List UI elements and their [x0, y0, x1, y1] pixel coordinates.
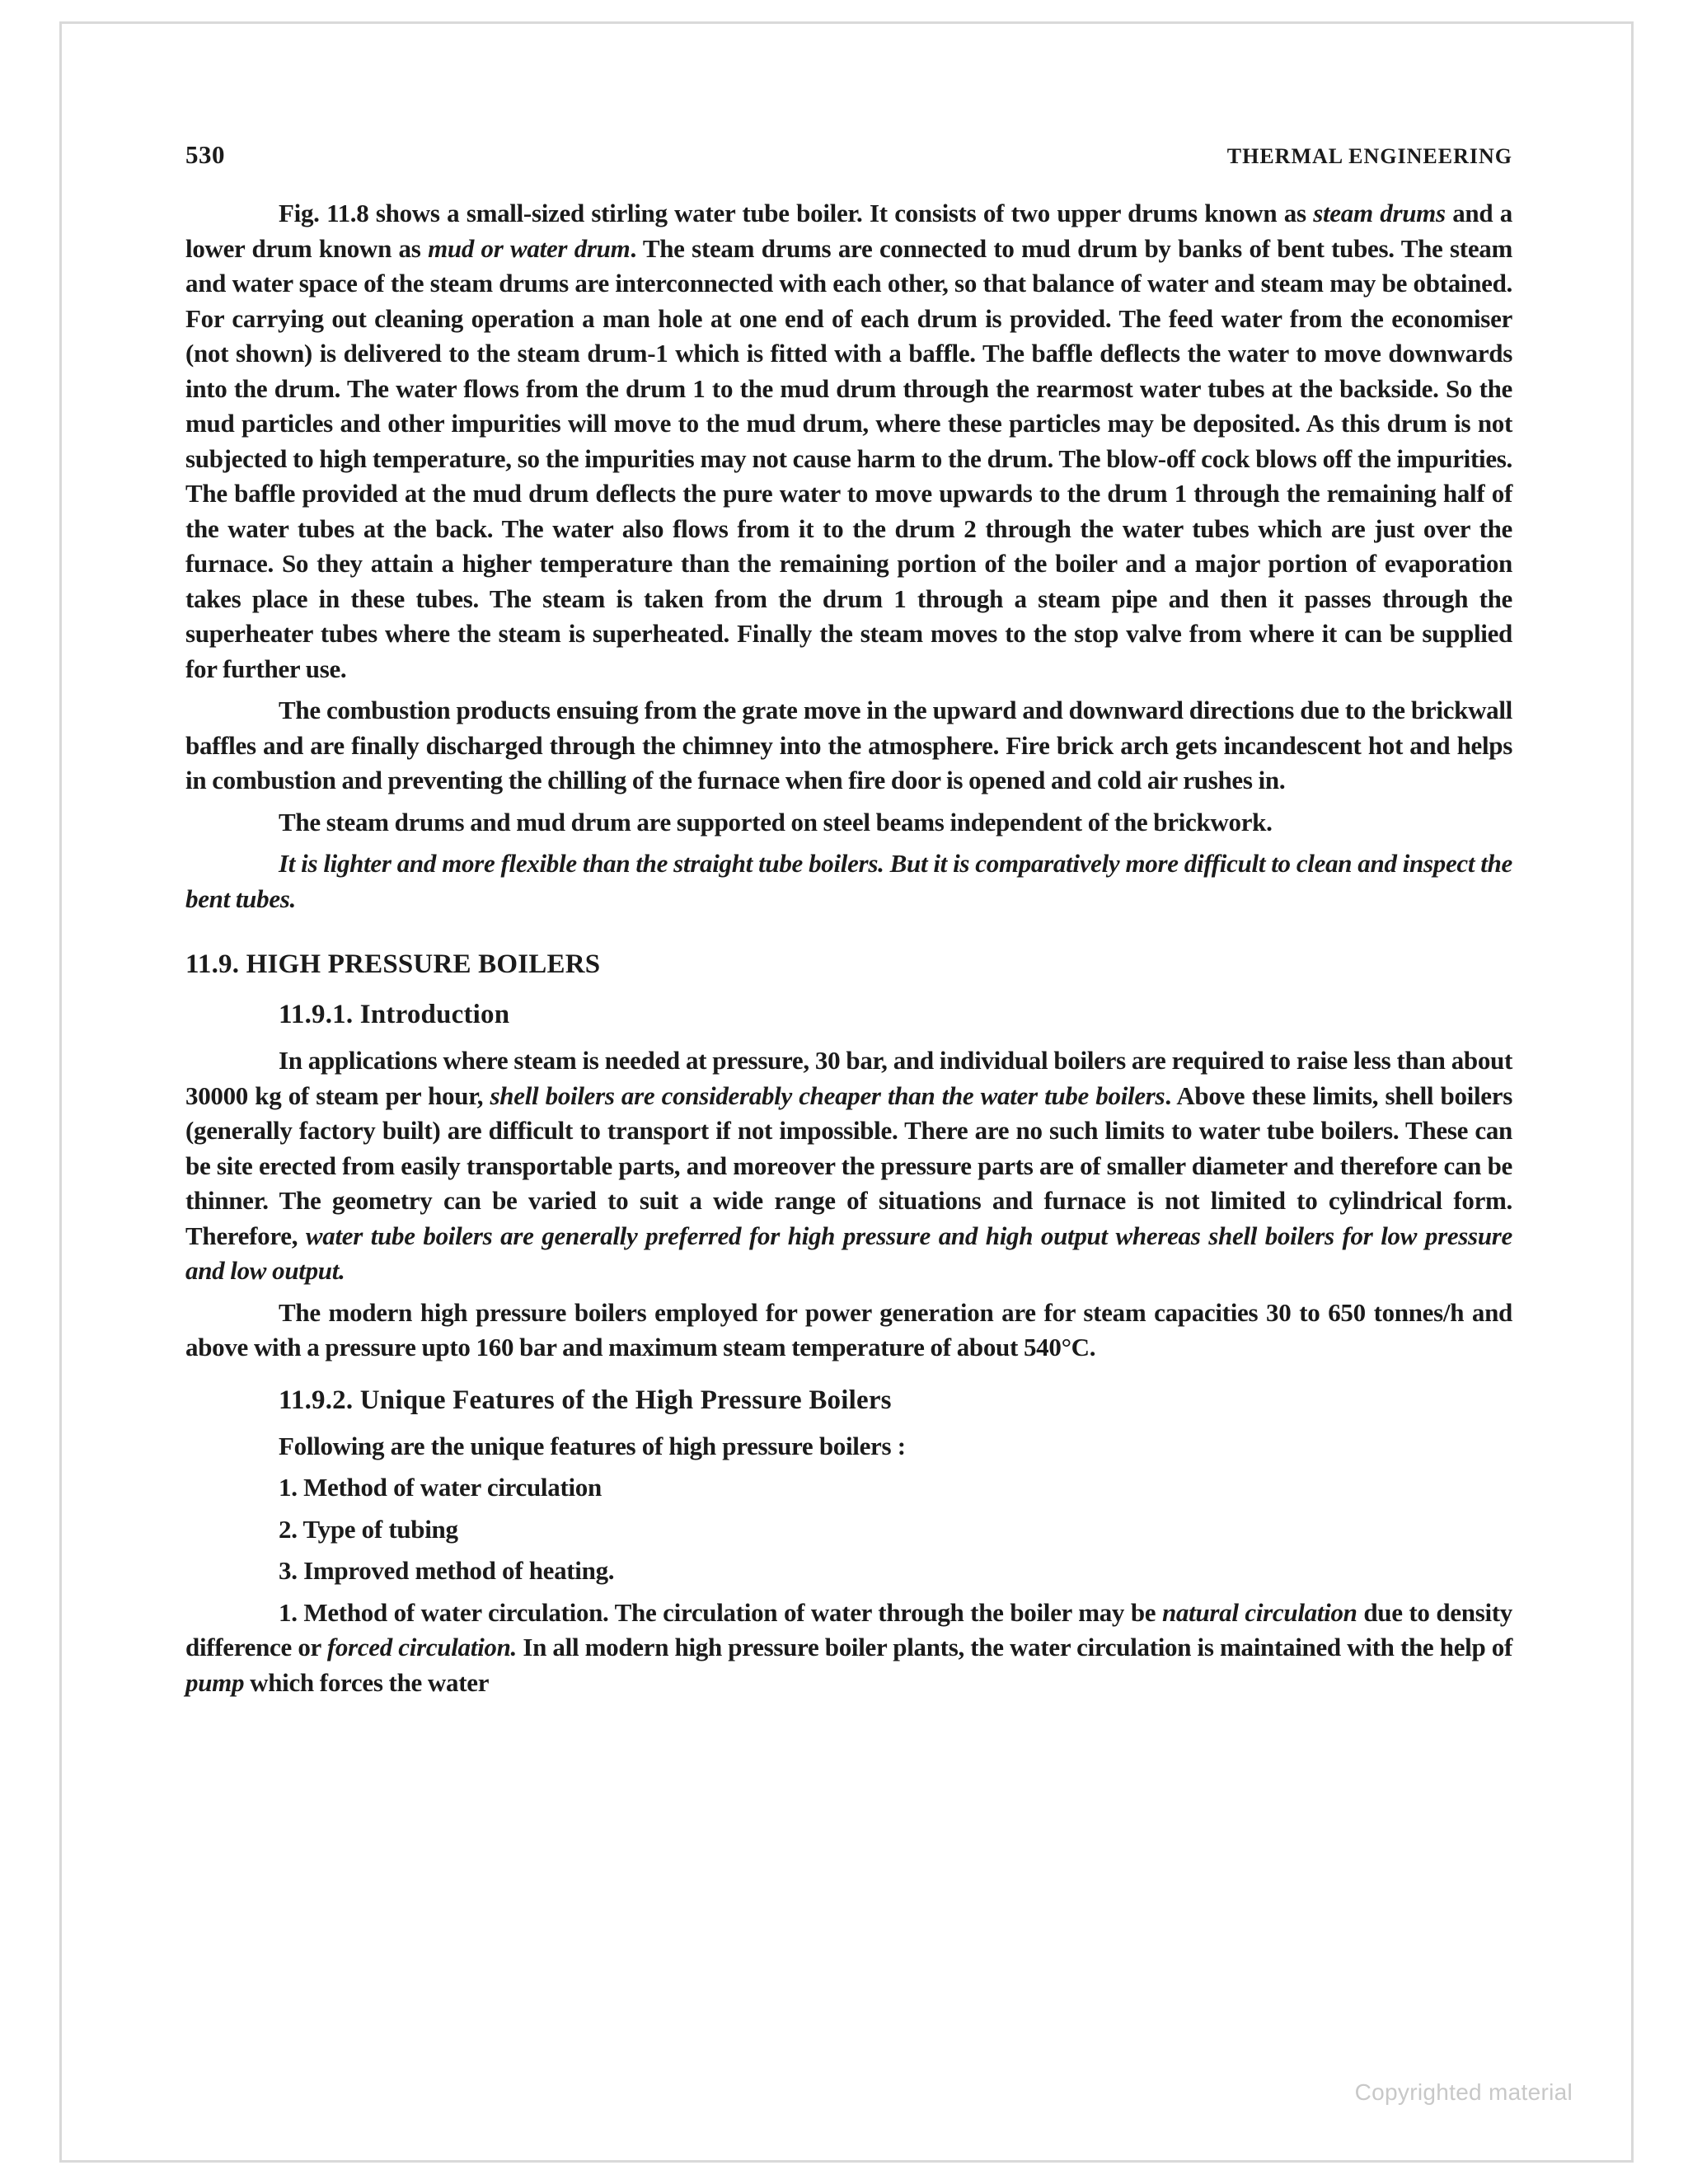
list-item: 3. Improved method of heating.	[279, 1556, 615, 1585]
running-head	[185, 140, 1512, 173]
page-number: 530	[185, 140, 225, 169]
copyright-watermark: Copyrighted material	[1354, 2079, 1573, 2105]
paragraph-steam-drums-support: The steam drums and mud drum are supported on steel beams independent of the brickwork.	[279, 807, 1273, 837]
inline-heading-water-circulation: 1. Method of water circulation	[279, 1597, 603, 1627]
paragraph-water-circulation: 1. Method of water circulation. The circulation of water through the boiler may be natural circulation due to density difference or forced circulation. In all modern high pressure boiler plants, the water circulation is maintained with the help of pump which forces the water	[185, 1597, 1513, 1697]
list-item: 1. Method of water circulation	[279, 1473, 602, 1502]
paragraph-combustion-products: The combustion products ensuing from the grate move in the upward and downward directions due to the brickwall baffles and are finally discharged through the chimney into the atmosphere. Fire brick arch gets incandescent hot and helps in combustion and preventing the chilling of the furnace when fire door is opened and cold air rushes in.	[185, 696, 1512, 794]
subsection-heading-unique-features: 11.9.2. Unique Features of the High Pressure Boilers	[279, 1385, 892, 1415]
subsection-heading-introduction: 11.9.1. Introduction	[279, 1000, 510, 1029]
paragraph-stirling-boiler: Fig. 11.8 shows a small-sized stirling water tube boiler. It consists of two upper drums known as steam drums and a lower drum known as mud or water drum. The steam drums are connected to mud drum by banks of bent tubes. The steam and water space of the steam drums are interconnected with each other, so that balance of water and steam may be obtained. For carrying out cleaning operation a man hole at one end of each drum is provided. The feed water from the economiser (not shown) is delivered to the steam drum-1 which is fitted with a baffle. The baffle deflects the water to move downwards into the drum. The water flows from the drum 1 to the mud drum through the rearmost water tubes at the backside. So the mud particles and other impurities will move to the mud drum, where these particles may be deposited. As this drum is not subjected to high temperature, so the impurities may not cause harm to the drum. The blow-off cock blows off the impurities. The baffle provided at the mud drum deflects the pure water to move upwards to the drum 1 through the remaining half of the water tubes at the back. The water also flows from it to the drum 2 through the water tubes which are just over the furnace. So they attain a higher temperature than the remaining portion of the boiler and a major portion of evaporation takes place in these tubes. The steam is taken from the drum 1 through a steam pipe and then it passes through the superheater tubes where the steam is superheated. Finally the steam moves to the stop valve from where it can be supplied for further use.	[185, 199, 1512, 683]
list-item: 2. Type of tubing	[279, 1514, 458, 1544]
section-heading-high-pressure-boilers: 11.9. HIGH PRESSURE BOILERS	[185, 949, 601, 979]
features-intro: Following are the unique features of high pressure boilers :	[279, 1431, 906, 1460]
paragraph-lighter-flexible: It is lighter and more flexible than the straight tube boilers. But it is comparatively more difficult to clean and inspect the bent tubes.	[185, 849, 1512, 913]
paragraph-modern-boilers: The modern high pressure boilers employed for power generation are for steam capacities 30 to 650 tonnes/h and above with a pressure upto 160 bar and maximum steam temperature of about 540°C.	[185, 1297, 1512, 1361]
paragraph-introduction: In applications where steam is needed at pressure, 30 bar, and individual boilers are required to raise less than about 30000 kg of steam per hour, shell boilers are considerably cheaper than the water tube boilers. Above these limits, shell boilers (generally factory built) are difficult to transport if not impossible. There are no such limits to water tube boilers. These can be site erected from easily transportable parts, and moreover the pressure parts are of smaller diameter and therefore can be thinner. The geometry can be varied to suit a wide range of situations and furnace is not limited to cylindrical form. Therefore, water tube boilers are generally preferred for high pressure and high output whereas shell boilers for low pressure and low output.	[185, 1046, 1512, 1285]
book-title: THERMAL ENGINEERING	[1226, 144, 1512, 168]
page-content	[185, 140, 1512, 1707]
